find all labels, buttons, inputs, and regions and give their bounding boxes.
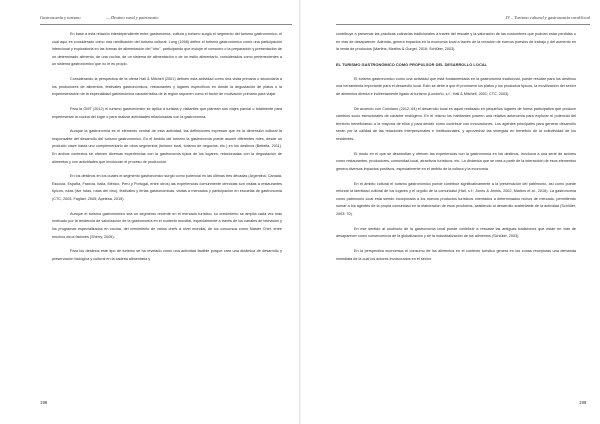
paragraph: Aunque la gastronomía es el elemento central de esta actividad, las definiciones expresan que es la dimensión cultural la responsable del desarrollo del turismo gastronómico. En el ámbito del turismo la gastronomía puede asumir diferentes roles, desde un producto clave hasta uno complementario de otros segmentos (turismo rural, turismo de negocios, etc.) en los destinos (Bettella, 2011). En ambos contextos se ofrecen diversas experiencias con la gastronomía típica de los lugares, relacionadas con la degustación de alimentos y con actividades que involucran el proceso de producción. — [52, 129, 282, 164]
left-running-head — [40, 14, 292, 25]
section-heading: EL TURISMO GASTRONÓMICO COMO PROPULSOR DEL DESARROLLO LOCAL — [336, 61, 488, 67]
paragraph: Para la OMT (2012) el turismo gastronómico se aplica a turistas y visitantes que planean sus viajes parcial o totalmente para experimentar la cocina del lugar o para realizar actividades relacionadas con la gastronomía. — [52, 106, 282, 119]
page-number: 199 — [579, 400, 587, 405]
left-body-text — [52, 31, 282, 271]
running-head-part: — Destino rural y patrimonio — [106, 15, 159, 20]
paragraph: En la perspectiva económica el consumo de los alimentos en el contexto turístico genera en las zonas receptoras una demanda inmediata de la cual los actores involucrados en el sector — [336, 249, 576, 261]
paragraph: Considerando la perspectiva de la oferta Hall & Mitchell (2001) definen esta actividad como una visita primaria o secundaria a los productores de alimentos, festivales gastronómicos, restaurantes y lugares específicos en donde la degustación de platos o la experimentación de la especialidad gastronómica característica de la región suponen como el factor de motivación primario para viajar. — [52, 77, 282, 97]
paragraph: En base a esta relación interdependiente entre gastronomía, cultura y turismo surgió el segmento del turismo gastronómico, el cual aquí es considerado como una ramificación del turismo cultural. Long (1998) define el turismo gastronómico como una participación intencional y exploratoria en las formas de alimentación del "otro", participando que incluye el consumo o la preparación y presentación de un determinado alimento, de una cocina, de un sistema de alimentación o de un estilo alimentario, considerados como pertenecientes a un sistema gastronómico que no le es propio. — [52, 32, 282, 67]
paragraph: De acuerdo con Coriolano (2012: 64) el desarrollo local es aquel realizado en pequeños lugares de forma participativa que produce cambios socio estructurales de carácter endógeno. En el mismo los habitantes poseen una relativa autonomía para explorar el potencial del territorio beneficiando a la mayoría de ellos y para decidir cómo contribuir con innovaciones. Los agentes principales para generar desarrollo serán por la calidad de las relaciones interpersonales e institucionales, y aprovechar las sinergias en beneficio de la colectividad de los residentes. — [336, 106, 576, 141]
right-page — [300, 0, 600, 424]
paragraph: En los destinos en los cuales el segmento gastronómico surgió como potencial en las últimas tres décadas (Argentina, Canadá, Escocia, España, Francia, Italia, México, Perú y Portugal, entre otros) las experiencias comúnmente ofrecidas son visitas a restaurantes típicos, rutas (live rutas, rutas del vino), festivales y ferias gastronómicas, visitas a mercados y participación en escuelas de gastronomía (CTC, 2003; Fagliari, 2005; Apetesa, 2015). — [52, 174, 282, 202]
paragraph: El turismo gastronómico como una actividad que está fundamentada en la gastronomía tradicional, puede resultar para los destinos una herramienta importante para el desarrollo local. Esto se debe a que él promueve los platos y los productos típicos, la movilización del sector de alimentos directa e indirectamente ligado al turismo (Londoño, s.f.; Hall & Mitchell, 2001; CTC, 2003). — [336, 76, 576, 96]
paragraph: Aunque el turismo gastronómico sea un segmento reciente en el mercado turístico, su crecimiento se amplía cada vez más motivado por la tendencia de valorización de la gastronomía en el contexto mundial, especialmente a través de los canales de televisión y los programas especializados en cocina, del crecimiento de varios chefs a nivel mundial, de los concursos como Máster Chef, entre muchos otros factores (Sherry, 2005). — [52, 211, 282, 239]
paragraph: Para los destinos este tipo de turismo se ha revelado como una actividad factible porque crea una dinámica de desarrollo y preservación biológica y cultural en la cadena alimentaria y — [52, 249, 282, 261]
paragraph: contribuye a preservar las prácticas culinarias tradicionales a través del rescate y la valoración de las costumbres que podrían estar perdidas o en vías de desaparecer. Además, genera impactos en la economía local a través de la creación de nuevos puestos de trabajo y del aumento en la venta de productos (Martins, Martins & Gurgel, 2016; Schlüter, 2003). — [336, 32, 576, 52]
paragraph: El modo en el que se desarrollan y ofrecen las experiencias con la gastronomía en los destinos, involucra a una serie de actores como restaurantes, productores, comunidad local, atractivos turísticos, etc. La dinámica que se crea a partir de la interacción de esos elementos genera diversos impactos positivos, especialmente en el ámbito de la cultura y la economía. — [336, 151, 576, 171]
paragraph: En el ámbito cultural el turismo gastronómico puede contribuir significativamente a la preservación del patrimonio, así como puede reforzar la identidad cultural de los lugares y el orgullo de la comunidad (Hall, s.f.; Jones & Jenkis, 2002; Martins et al., 2016). La gastronomía como patrimonio local está siendo incorporada a los nuevos productos turísticos orientados a determinados nichos de mercado, permitiendo sumar a los agentes de la propia comunidad en la elaboración de esos productos, asistiendo al desarrollo sustentable de la actividad (Schlüter, 2003: 70). — [336, 181, 576, 216]
paragraph: En ese sentido al usufructo de la gastronomía local puede contribuir a rescatar las antiguas tradiciones que están en vías de desaparecer como consecuencia de la globalización y de la industrialización de los alimentos (Schlüter, 2003). — [336, 226, 576, 239]
page-number: 198 — [40, 400, 48, 405]
running-head-part: Gastronomía y turismo — [40, 15, 81, 20]
right-running-head: IV – Turismo cultural y gastronomía rural/local — [336, 14, 590, 25]
right-body-text — [336, 31, 576, 271]
